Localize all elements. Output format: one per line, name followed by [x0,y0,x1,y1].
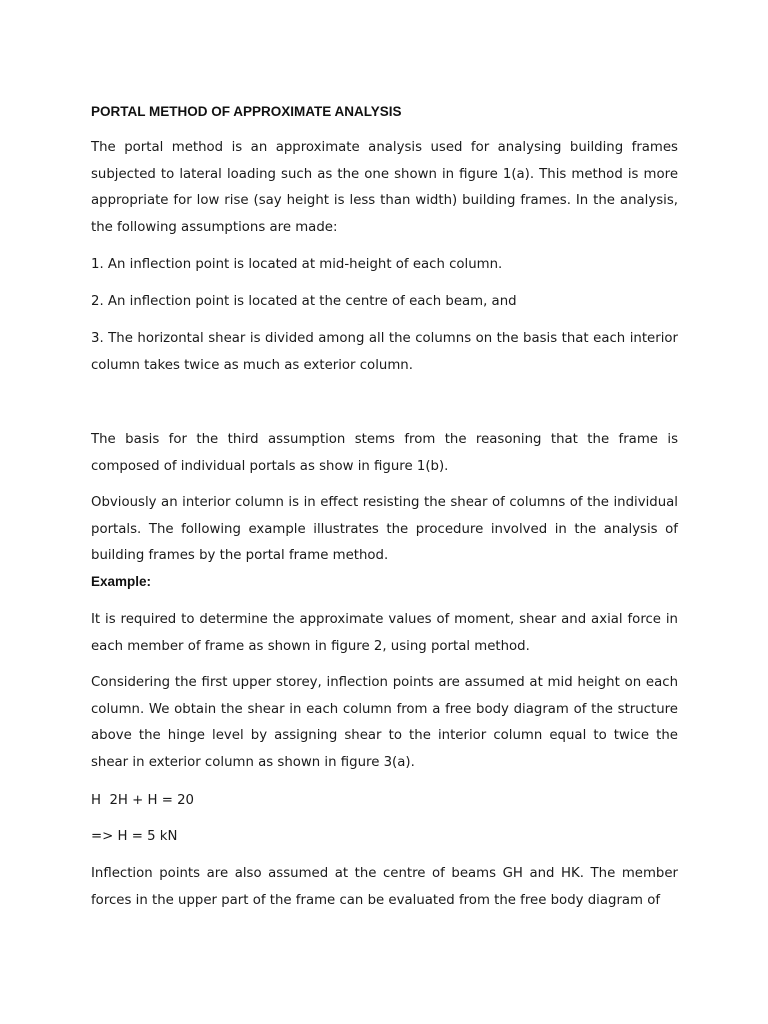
example-paragraph: It is required to determine the approximate values of moment, shear and axial force in each member of frame as shown in figure 2, using portal method. [91,612,678,654]
basis-paragraph: The basis for the third assumption stems from the reasoning that the frame is composed of individual portals as show in figure 1(b). [91,432,678,474]
assumption-3: 3. The horizontal shear is divided among all the columns on the basis that each interior column takes twice as much as exterior column. [91,331,678,373]
document-title: PORTAL METHOD OF APPROXIMATE ANALYSIS [91,104,402,119]
equation-2: => H = 5 kN [91,829,178,844]
intro-paragraph: The portal method is an approximate analysis used for analysing building frames subjected to lateral loading such as the one shown in figure 1(a). This method is more appropriate for low rise (say height is less than width) building frames. In the analysis, the following assumptions are made: [91,140,678,235]
example-heading: Example: [91,574,152,589]
considering-paragraph: Considering the first upper storey, inflection points are assumed at mid height on each column. We obtain the shear in each column from a free body diagram of the structure above the hinge level by assigning shear to the interior column equal to twice the shear in exterior column as shown in figure 3(a). [91,675,678,770]
assumption-2: 2. An inflection point is located at the centre of each beam, and [91,294,517,309]
equation-1: H 2H + H = 20 [91,793,195,808]
obviously-paragraph: Obviously an interior column is in effect resisting the shear of columns of the individual portals. The following example illustrates the procedure involved in the analysis of building frames by the portal frame method. [91,495,678,563]
inflection-paragraph: Inflection points are also assumed at the centre of beams GH and HK. The member forces in the upper part of the frame can be evaluated from the free body diagram of [91,866,678,908]
assumption-1: 1. An inflection point is located at mid-height of each column. [91,257,503,272]
